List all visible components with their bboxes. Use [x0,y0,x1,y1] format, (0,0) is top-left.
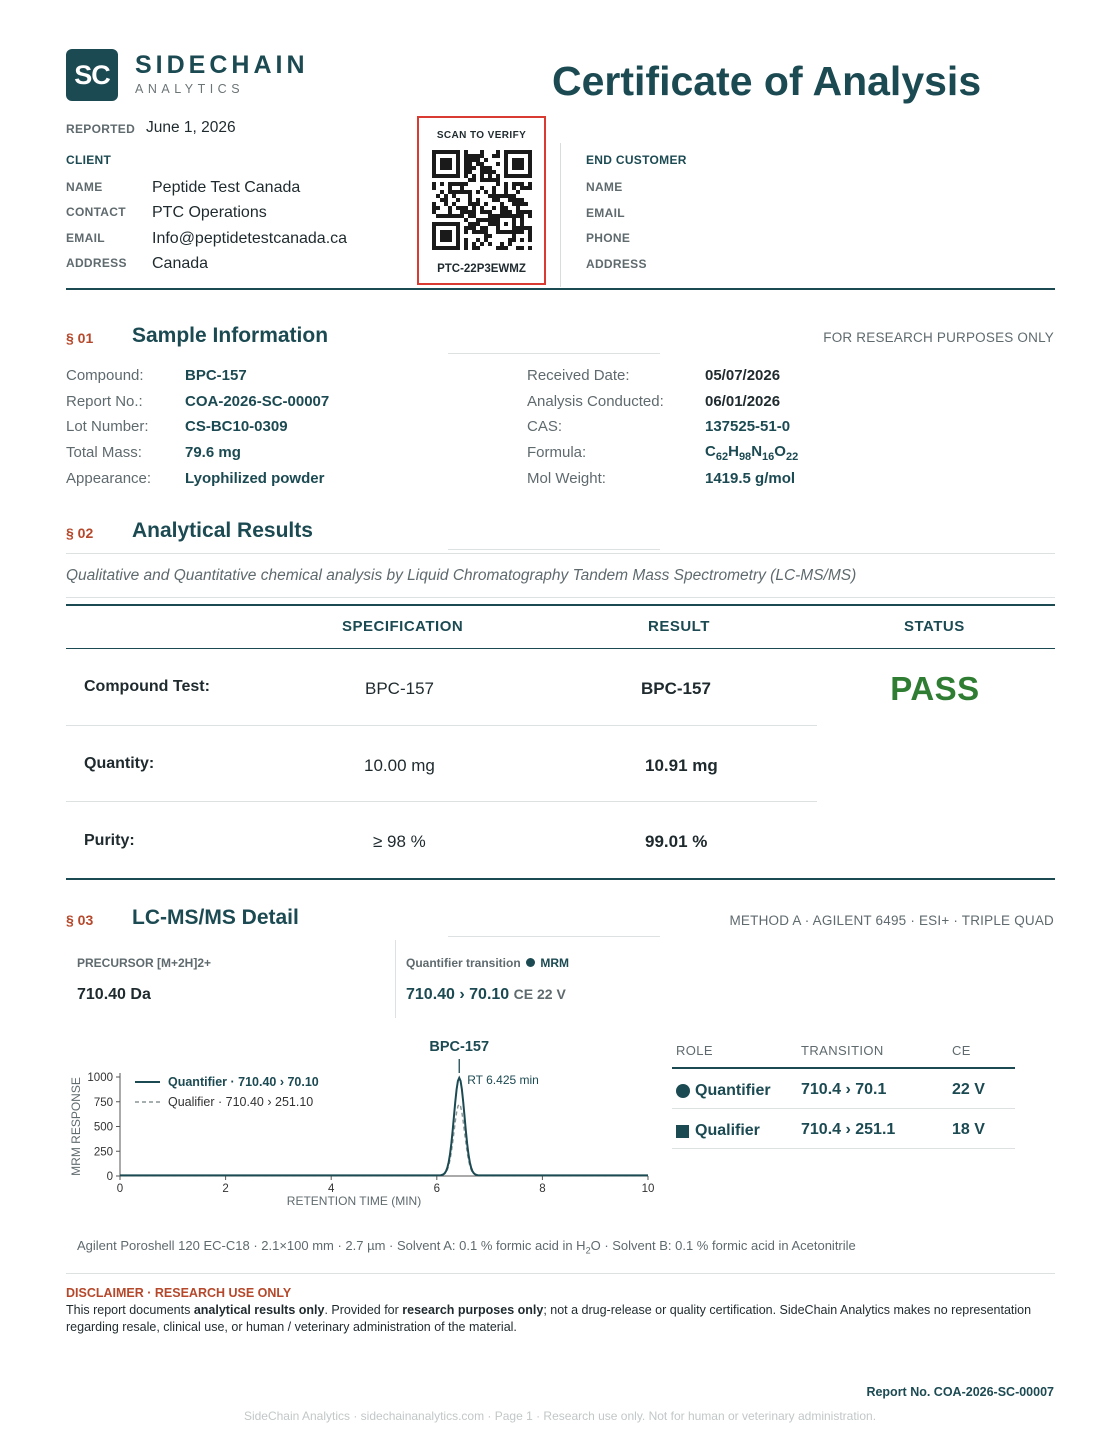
report-no-value: COA-2026-SC-00007 [185,393,330,410]
role-header: ROLE [676,1043,714,1058]
brand-logo: SC [66,49,118,101]
chart-title: BPC-157 [429,1039,490,1055]
compound-label: Compound: [66,367,144,384]
qualifier-trace [120,1104,648,1175]
section2-rule-a [448,549,660,550]
column-conditions-note [77,1238,856,1256]
qr-code-icon[interactable] [432,150,532,250]
qualifier-square-icon [676,1125,689,1138]
compound-value: BPC-157 [185,367,247,384]
client-email-label: EMAIL [66,231,105,245]
analysis-date-label: Analysis Conducted: [527,393,664,410]
client-email: Info@peptidetestcanada.ca [152,230,348,247]
footer-line: SideChain Analytics · sidechainanalytics.com · Page 1 · Research use only. Not for human or veterinary administration. [243,1409,877,1423]
results-table-bottom-rule [66,878,1055,880]
end-customer-phone-label: PHONE [586,231,631,245]
header-rule [66,288,1055,290]
legend-qualifier-label: Qualifier · 710.40 › 251.10 [168,1095,314,1109]
disclaimer-rule [66,1273,1055,1274]
precursor-divider [395,940,396,1018]
qualifier-role [676,1122,760,1140]
section1-number: § 01 [66,330,94,346]
transition-table-bottom-rule [672,1148,1015,1149]
client-contact: PTC Operations [152,204,267,221]
reported-label: REPORTED [66,122,136,136]
formula-o: O [774,443,786,460]
x-axis-label: RETENTION TIME (MIN) [286,1194,422,1208]
quant-transition: 710.40 › 70.10 [406,986,510,1003]
client-contact-label: CONTACT [66,205,126,219]
section1-rule [448,353,660,354]
x-tick-label: 4 [327,1183,335,1195]
x-tick-label: 6 [433,1183,441,1195]
mol-weight-label: Mol Weight: [527,470,606,487]
client-address: Canada [152,255,209,272]
quantifier-transition-text: Quantifier transition [406,956,521,970]
disclaimer-part-2: . Provided for [324,1303,403,1317]
y-tick-label: 250 [93,1146,113,1159]
x-tick-label: 10 [641,1183,655,1195]
purity-label: Purity: [84,832,135,849]
section3-title: LC-MS/MS Detail [132,906,299,929]
cas-value: 137525-51-0 [705,418,791,435]
brand-name: SIDECHAIN [135,51,309,79]
formula-h: H [728,443,739,460]
y-axis-label: MRM RESPONSE [69,1077,83,1176]
analysis-description: Qualitative and Quantitative chemical analysis by Liquid Chromatography Tandem Mass Spectrometry (LC-MS/MS) [66,567,857,584]
results-header-rule [66,648,1055,649]
spec-header: SPECIFICATION [342,618,464,635]
quant-ce: CE 22 V [513,986,566,1002]
method-note: METHOD A · AGILENT 6495 · ESI+ · TRIPLE QUAD [729,913,1054,928]
footer-report-number: Report No. COA-2026-SC-00007 [866,1385,1054,1399]
results-table-top-rule [66,604,1055,606]
disclaimer-heading: DISCLAIMER · RESEARCH USE ONLY [66,1286,292,1300]
formula-label: Formula: [527,444,587,461]
section2-rule-c [66,597,1055,598]
results-row-rule-2 [66,801,817,802]
header-divider [560,143,561,287]
formula-value [705,443,798,463]
mol-weight-value: 1419.5 g/mol [705,470,796,487]
quantifier-transition-label [406,956,569,970]
transition-header: TRANSITION [801,1043,884,1058]
status-header: STATUS [904,618,965,635]
formula-o-count: 22 [785,451,799,463]
column-note-subscript: 2 [585,1245,591,1256]
qualifier-ce: 18 V [952,1121,985,1138]
retention-time-annotation: RT 6.425 min [467,1073,539,1087]
purity-spec: ≥ 98 % [373,832,426,851]
x-tick-label: 2 [222,1183,229,1195]
chromatogram-chart [60,1030,660,1220]
disclaimer-text [66,1302,1058,1336]
mrm-mode: MRM [540,956,570,970]
x-tick-label: 0 [116,1183,124,1195]
received-date-value: 05/07/2026 [705,367,781,384]
qr-verify-box[interactable] [417,116,546,285]
pass-status-badge: PASS [890,670,980,707]
lot-number-value: CS-BC10-0309 [185,418,288,435]
quantifier-circle-icon [676,1084,690,1098]
qualifier-role-label: Qualifier [695,1122,760,1139]
ce-header: CE [952,1043,971,1058]
section2-rule-b [66,553,1055,554]
appearance-value: Lyophilized powder [185,470,325,487]
column-note-part-a: Agilent Poroshell 120 EC-C18 · 2.1×100 mm · 2.7 µm · Solvent A: 0.1 % formic acid in H [77,1238,586,1253]
qualifier-transition: 710.4 › 251.1 [801,1121,896,1138]
disclaimer-bold-1: analytical results only [193,1303,325,1317]
transition-row-rule [672,1108,1015,1109]
client-name-label: NAME [66,180,103,194]
quantity-spec: 10.00 mg [364,756,435,775]
total-mass-label: Total Mass: [66,444,142,461]
end-customer-heading: END CUSTOMER [586,153,687,167]
transition-table-rule [672,1067,1015,1069]
formula-c: C [705,443,716,460]
column-note-part-b: O · Solvent B: 0.1 % formic acid in Acetonitrile [590,1238,856,1253]
disclaimer-bold-2: research purposes only [402,1303,544,1317]
section2-number: § 02 [66,525,94,541]
cas-label: CAS: [527,418,563,435]
section3-number: § 03 [66,912,94,928]
quantity-label: Quantity: [84,755,155,772]
mrm-dot-icon [526,958,535,967]
report-no-label: Report No.: [66,393,143,410]
quantity-result: 10.91 mg [645,756,718,775]
quantifier-transition: 710.4 › 70.1 [801,1081,887,1098]
reported-date: June 1, 2026 [146,119,236,136]
disclaimer-part-3: ; not a drug-release or quality certification. SideChain Analytics makes no representation regarding resale, clinical use, or human / veterinary administration of the material. [66,1303,1032,1334]
received-date-label: Received Date: [527,367,630,384]
quantifier-role [676,1082,771,1100]
section3-rule [448,936,660,937]
qr-caption: SCAN TO VERIFY [436,130,527,141]
appearance-label: Appearance: [66,470,152,487]
formula-c-count: 62 [715,451,729,463]
client-address-label: ADDRESS [66,256,127,270]
quantifier-role-label: Quantifier [695,1082,771,1099]
document-title: Certificate of Analysis [552,58,982,104]
formula-h-count: 98 [738,451,752,463]
y-tick-label: 750 [93,1096,113,1109]
disclaimer-part-1: This report documents [66,1303,194,1317]
qr-code-id: PTC-22P3EWMZ [437,263,526,275]
precursor-label: PRECURSOR [M+2H]2+ [77,956,212,970]
x-tick-label: 8 [539,1183,546,1195]
results-row-rule-1 [66,725,817,726]
quantifier-trace [120,1078,648,1176]
end-customer-name-label: NAME [586,180,623,194]
formula-n: N [751,443,763,460]
y-tick-label: 0 [106,1171,113,1183]
compound-test-spec: BPC-157 [365,679,434,698]
y-tick-label: 500 [93,1121,113,1134]
compound-test-label: Compound Test: [84,678,210,695]
client-heading: CLIENT [66,153,112,167]
end-customer-address-label: ADDRESS [586,257,647,271]
precursor-value: 710.40 Da [77,986,151,1003]
compound-test-result: BPC-157 [641,679,711,698]
legend-quantifier-label: Quantifier · 710.40 › 70.10 [168,1075,319,1089]
brand-subtitle: ANALYTICS [135,82,245,96]
section2-title: Analytical Results [132,519,313,542]
total-mass-value: 79.6 mg [185,444,241,461]
research-note: FOR RESEARCH PURPOSES ONLY [823,330,1054,345]
formula-n-count: 16 [762,451,775,463]
lot-number-label: Lot Number: [66,418,149,435]
analysis-date-value: 06/01/2026 [705,393,781,410]
client-name: Peptide Test Canada [152,179,301,196]
result-header: RESULT [648,618,710,635]
y-tick-label: 1000 [87,1072,113,1084]
quantifier-transition-value [406,986,566,1004]
section1-title: Sample Information [132,324,329,347]
end-customer-email-label: EMAIL [586,206,625,220]
quantifier-ce: 22 V [952,1081,985,1098]
purity-result: 99.01 % [645,832,708,851]
